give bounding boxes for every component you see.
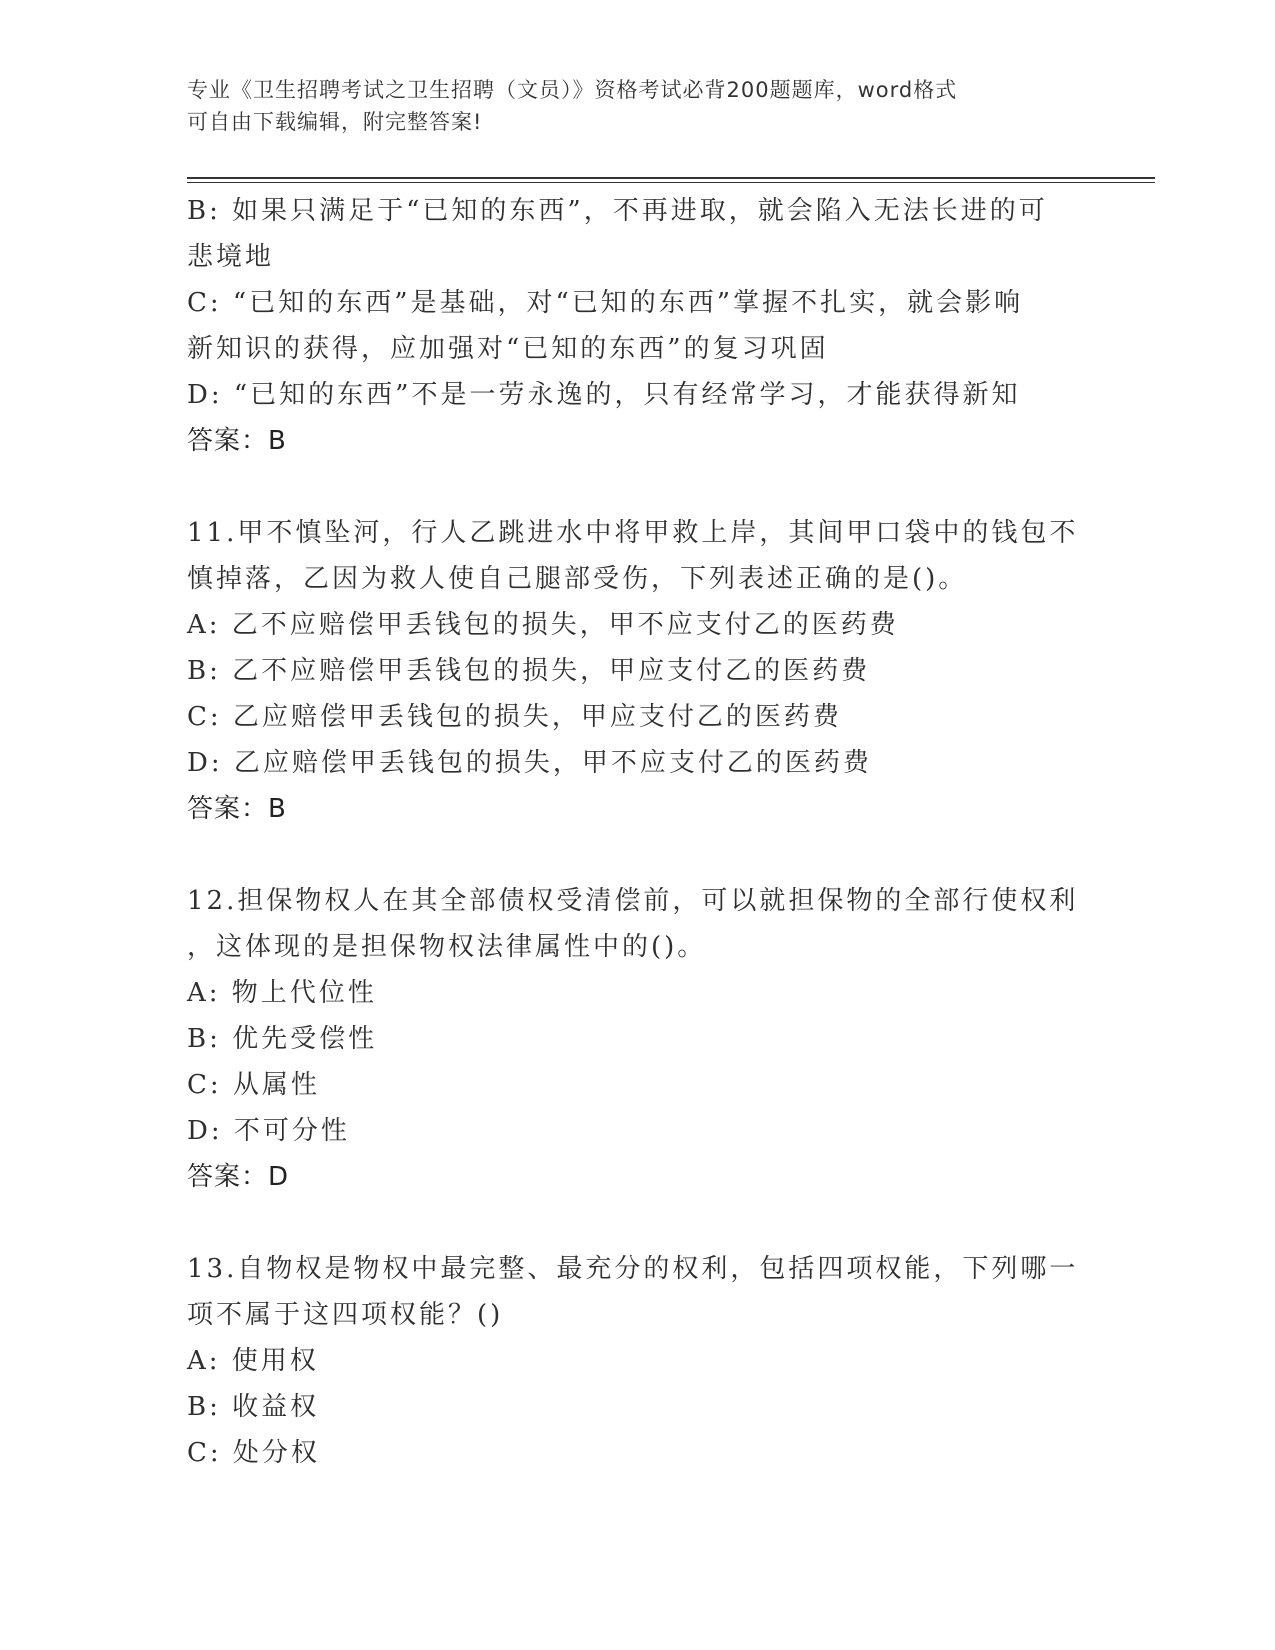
question-stem-line-2: 慎掉落，乙因为救人使自己腿部受伤，下列表述正确的是()。 xyxy=(187,564,968,594)
option-c-line-1: C: “已知的东西”是基础，对“已知的东西”掌握不扎实，就会影响 xyxy=(187,288,1024,318)
question-12 xyxy=(187,878,1079,1200)
option-c: C: 处分权 xyxy=(187,1438,320,1468)
option-b-line-2: 悲境地 xyxy=(187,242,275,272)
question-11 xyxy=(187,510,1079,832)
prev-question xyxy=(187,188,1067,464)
option-d: D: 不可分性 xyxy=(187,1116,350,1146)
question-stem-line-1: 13.自物权是物权中最完整、最充分的权利，包括四项权能，下列哪一 xyxy=(187,1254,1079,1284)
option-d: D: 乙应赔偿甲丢钱包的损失，甲不应支付乙的医药费 xyxy=(187,748,872,778)
answer-label: 答案：B xyxy=(187,794,287,824)
question-stem-line-1: 11.甲不慎坠河，行人乙跳进水中将甲救上岸，其间甲口袋中的钱包不 xyxy=(187,518,1079,548)
page-header xyxy=(187,74,1067,138)
option-b: B: 收益权 xyxy=(187,1392,320,1422)
option-c: C: 乙应赔偿甲丢钱包的损失，甲应支付乙的医药费 xyxy=(187,702,842,732)
question-13 xyxy=(187,1246,1079,1476)
question-content xyxy=(187,188,1079,1476)
spacer xyxy=(187,832,1067,878)
question-stem-line-2: 项不属于这四项权能？() xyxy=(187,1300,504,1330)
option-a: A: 使用权 xyxy=(187,1346,319,1376)
answer-label: 答案：B xyxy=(187,426,287,456)
spacer xyxy=(187,464,1067,510)
option-b-line-1: B: 如果只满足于“已知的东西”，不再进取，就会陷入无法长进的可 xyxy=(187,196,1048,226)
header-title-line-1: 专业《卫生招聘考试之卫生招聘（文员）》资格考试必背200题题库，word格式 xyxy=(187,78,958,102)
option-a: A: 乙不应赔偿甲丢钱包的损失，甲不应支付乙的医药费 xyxy=(187,610,899,640)
option-b: B: 优先受偿性 xyxy=(187,1024,378,1054)
header-title-line-2: 可自由下载编辑，附完整答案! xyxy=(187,110,483,134)
spacer xyxy=(187,1200,1067,1246)
option-d-line-1: D: “已知的东西”不是一劳永逸的，只有经常学习，才能获得新知 xyxy=(187,380,1021,410)
header-divider-thin xyxy=(187,182,1155,183)
option-a: A: 物上代位性 xyxy=(187,978,377,1008)
option-b: B: 乙不应赔偿甲丢钱包的损失，甲应支付乙的医药费 xyxy=(187,656,871,686)
header-divider-thick xyxy=(187,177,1155,179)
option-c: C: 从属性 xyxy=(187,1070,320,1100)
option-c-line-2: 新知识的获得，应加强对“已知的东西”的复习巩固 xyxy=(187,334,829,364)
answer-label: 答案：D xyxy=(187,1162,290,1192)
question-stem-line-2: ，这体现的是担保物权法律属性中的()。 xyxy=(187,932,707,962)
question-stem-line-1: 12.担保物权人在其全部债权受清偿前，可以就担保物的全部行使权利 xyxy=(187,886,1079,916)
